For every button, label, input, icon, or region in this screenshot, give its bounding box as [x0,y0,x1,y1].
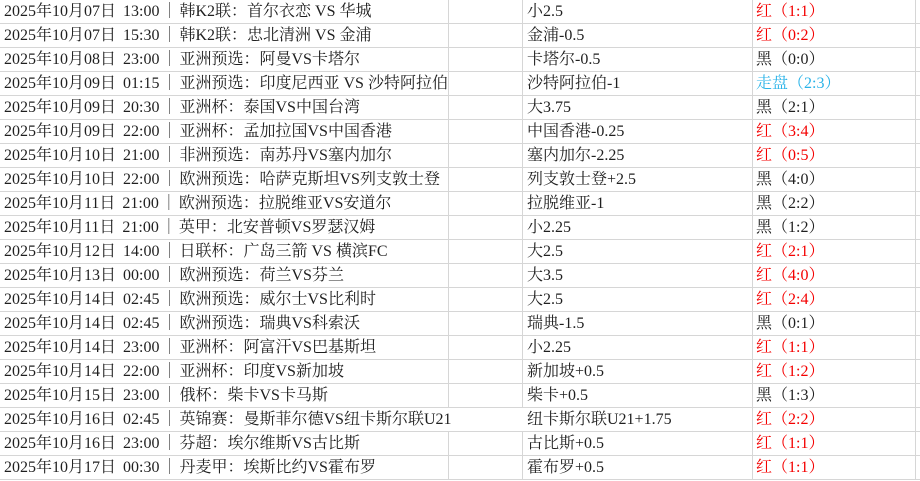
match-date: 2025年10月14日 [4,363,117,380]
match-time: 02:45 [123,291,160,308]
match-date: 2025年10月09日 [4,123,117,140]
result-cell[interactable] [756,144,824,167]
separator-bar: ｜ [161,363,178,380]
gridline-vertical [448,120,449,143]
match-name: 俄杯：柴卡VS卡马斯 [179,387,328,404]
gridline-vertical [752,216,753,239]
match-name: 芬超：埃尔维斯VS古比斯 [179,435,360,452]
table-row [0,288,920,312]
result-cell[interactable] [756,48,824,71]
pick-cell[interactable] [527,336,571,359]
match-date: 2025年10月13日 [4,267,117,284]
match-date: 2025年10月16日 [4,435,117,452]
match-cell[interactable] [4,192,391,215]
separator-bar: ｜ [161,147,178,164]
result-text: 黑（2:1） [756,99,825,116]
pick-cell[interactable] [527,288,563,311]
pick-cell[interactable] [527,0,563,23]
pick-text: 小2.25 [527,219,572,236]
match-time: 15:30 [123,27,160,44]
pick-cell[interactable] [527,72,620,95]
match-cell[interactable] [4,432,360,455]
pick-cell[interactable] [527,24,584,47]
match-time: 23:00 [123,51,160,68]
gridline-vertical [915,240,916,263]
pick-text: 塞内加尔-2.25 [527,147,625,164]
match-name: 亚洲预选：印度尼西亚 VS 沙特阿拉伯 [179,75,448,92]
gridline-vertical [448,168,449,191]
result-cell[interactable] [756,0,824,23]
separator-bar: ｜ [160,195,177,212]
result-cell[interactable] [756,240,824,263]
pick-text: 拉脱维亚-1 [527,195,605,212]
separator-bar: ｜ [161,267,178,284]
gridline-vertical [522,144,523,167]
match-cell[interactable] [4,48,360,71]
match-time: 13:00 [123,3,160,20]
result-cell[interactable] [756,168,824,191]
gridline-vertical [915,408,916,431]
result-cell[interactable] [756,384,824,407]
gridline-vertical [752,0,753,23]
gridline-vertical [522,24,523,47]
result-text: 红（2:4） [756,291,825,308]
table-row [0,336,920,360]
match-name: 欧洲预选：哈萨克斯坦VS列支敦士登 [179,171,440,188]
match-cell[interactable] [4,240,388,263]
table-row [0,264,920,288]
pick-cell[interactable] [527,216,571,239]
gridline-vertical [752,408,753,431]
table-row [0,384,920,408]
pick-text: 沙特阿拉伯-1 [527,75,621,92]
result-cell[interactable] [756,216,824,239]
match-date: 2025年10月14日 [4,315,117,332]
gridline-vertical [522,96,523,119]
result-text: 黑（0:1） [756,315,825,332]
match-date: 2025年10月14日 [4,291,117,308]
pick-text: 大3.75 [527,99,572,116]
result-cell[interactable] [756,456,824,479]
match-time: 14:00 [123,243,160,260]
match-name: 英甲：北安普顿VS罗瑟汉姆 [178,219,376,236]
match-date: 2025年10月11日 [4,219,116,236]
gridline-vertical [448,384,449,407]
gridline-vertical [752,384,753,407]
result-text: 红（1:1） [756,459,825,476]
result-text: 走盘（2:3） [756,75,841,92]
match-cell[interactable] [4,72,448,95]
pick-text: 大2.5 [527,291,564,308]
separator-bar: ｜ [161,339,178,356]
gridline-vertical [915,432,916,455]
gridline-vertical [522,48,523,71]
match-date: 2025年10月12日 [4,243,117,260]
pick-text: 小2.25 [527,339,572,356]
result-text: 黑（2:2） [756,195,825,212]
separator-bar: ｜ [161,75,178,92]
result-text: 红（2:1） [756,243,825,260]
table-row [0,96,920,120]
separator-bar: ｜ [161,243,178,260]
gridline-vertical [522,432,523,455]
gridline-vertical [448,96,449,119]
gridline-vertical [915,0,916,23]
result-text: 红（3:4） [756,123,825,140]
match-name: 欧洲预选：拉脱维亚VS安道尔 [178,195,392,212]
result-text: 黑（4:0） [756,171,825,188]
gridline-vertical [448,192,449,215]
result-cell[interactable] [756,192,824,215]
match-name: 欧洲预选：荷兰VS芬兰 [179,267,344,284]
gridline-vertical [522,168,523,191]
match-cell[interactable] [4,288,376,311]
gridline-vertical [752,192,753,215]
gridline-vertical [448,0,449,23]
gridline-vertical [752,96,753,119]
table-row [0,216,920,240]
separator-bar: ｜ [161,411,178,428]
match-time: 02:45 [123,411,160,428]
match-time: 02:45 [123,315,160,332]
match-date: 2025年10月11日 [4,195,116,212]
match-cell[interactable] [4,168,440,191]
pick-text: 小2.5 [527,3,564,20]
gridline-vertical [752,240,753,263]
pick-text: 卡塔尔-0.5 [527,51,601,68]
result-cell[interactable] [756,288,824,311]
match-name: 韩K2联：忠北清洲 VS 金浦 [179,27,372,44]
match-time: 21:00 [122,219,159,236]
table-row [0,0,920,24]
match-date: 2025年10月16日 [4,411,117,428]
table-row [0,24,920,48]
result-cell[interactable] [756,408,824,431]
gridline-vertical [915,312,916,335]
gridline-vertical [915,264,916,287]
gridline-vertical [522,288,523,311]
table-row [0,408,920,432]
match-date: 2025年10月14日 [4,339,117,356]
match-name: 亚洲杯：泰国VS中国台湾 [179,99,360,116]
match-date: 2025年10月09日 [4,99,117,116]
gridline-vertical [522,456,523,479]
match-cell[interactable] [4,0,372,23]
table-row [0,72,920,96]
separator-bar: ｜ [161,387,178,404]
gridline-vertical [522,0,523,23]
pick-cell[interactable] [527,144,624,167]
result-cell[interactable] [756,312,824,335]
pick-text: 金浦-0.5 [527,27,585,44]
pick-cell[interactable] [527,312,584,335]
match-cell[interactable] [4,144,392,167]
table-row [0,120,920,144]
pick-text: 列支敦士登+2.5 [527,171,637,188]
result-text: 红（2:2） [756,411,825,428]
match-time: 23:00 [123,387,160,404]
match-cell[interactable] [4,360,344,383]
table-row [0,48,920,72]
result-cell[interactable] [756,96,824,119]
match-cell[interactable] [4,336,376,359]
gridline-vertical [448,456,449,479]
pick-cell[interactable] [527,96,571,119]
match-cell[interactable] [4,120,392,143]
gridline-vertical [915,456,916,479]
gridline-vertical [752,72,753,95]
match-date: 2025年10月07日 [4,27,117,44]
gridline-vertical [915,288,916,311]
match-time: 00:00 [123,267,160,284]
table-row [0,360,920,384]
match-date: 2025年10月17日 [4,459,117,476]
pick-text: 大2.5 [527,243,564,260]
gridline-vertical [752,432,753,455]
gridline-vertical [522,360,523,383]
match-time: 21:00 [123,147,160,164]
table-row [0,144,920,168]
result-text: 红（4:0） [756,267,825,284]
result-cell[interactable] [756,72,840,95]
separator-bar: ｜ [161,435,178,452]
match-cell[interactable] [4,96,360,119]
match-name: 丹麦甲：埃斯比约VS霍布罗 [179,459,376,476]
match-date: 2025年10月10日 [4,147,117,164]
separator-bar: ｜ [161,99,178,116]
result-text: 红（0:5） [756,147,825,164]
separator-bar: ｜ [161,51,178,68]
result-cell[interactable] [756,24,824,47]
table-row [0,312,920,336]
gridline-vertical [448,216,449,239]
result-text: 红（1:2） [756,363,825,380]
pick-text: 古比斯+0.5 [527,435,605,452]
gridline-vertical [448,144,449,167]
gridline-vertical [752,312,753,335]
match-name: 亚洲预选：阿曼VS卡塔尔 [179,51,360,68]
result-text: 黑（1:2） [756,219,825,236]
table-row [0,168,920,192]
gridline-vertical [522,336,523,359]
gridline-vertical [448,264,449,287]
match-time: 01:15 [123,75,160,92]
match-time: 20:30 [123,99,160,116]
gridline-vertical [752,144,753,167]
gridline-vertical [752,168,753,191]
match-date: 2025年10月07日 [4,3,117,20]
gridline-vertical [915,216,916,239]
table-row [0,240,920,264]
table-row [0,432,920,456]
separator-bar: ｜ [161,291,178,308]
pick-cell[interactable] [527,240,563,263]
match-cell[interactable] [4,384,328,407]
separator-bar: ｜ [161,27,178,44]
match-date: 2025年10月08日 [4,51,117,68]
gridline-vertical [448,48,449,71]
match-name: 亚洲杯：阿富汗VS巴基斯坦 [179,339,376,356]
match-date: 2025年10月09日 [4,75,117,92]
table-row [0,192,920,216]
result-cell[interactable] [756,432,824,455]
gridline-vertical [915,384,916,407]
match-name: 韩K2联：首尔衣恋 VS 华城 [179,3,372,20]
result-cell[interactable] [756,264,824,287]
match-name: 非洲预选：南苏丹VS塞内加尔 [179,147,392,164]
table-row [0,456,920,480]
pick-cell[interactable] [527,264,563,287]
match-name: 英锦赛：曼斯菲尔德VS纽卡斯尔联U21 [179,411,452,428]
gridline-vertical [522,384,523,407]
gridline-vertical [448,312,449,335]
match-name: 欧洲预选：威尔士VS比利时 [179,291,376,308]
gridline-vertical [915,72,916,95]
pick-cell[interactable] [527,168,636,191]
result-text: 红（0:2） [756,27,825,44]
result-text: 红（1:1） [756,339,825,356]
match-cell[interactable] [4,264,344,287]
match-date: 2025年10月15日 [4,387,117,404]
pick-text: 瑞典-1.5 [527,315,585,332]
gridline-vertical [522,72,523,95]
separator-bar: ｜ [161,315,178,332]
gridline-vertical [448,24,449,47]
pick-text: 新加坡+0.5 [527,363,605,380]
match-time: 00:30 [123,459,160,476]
match-time: 22:00 [123,123,160,140]
match-name: 亚洲杯：孟加拉国VS中国香港 [179,123,392,140]
match-name: 亚洲杯：印度VS新加坡 [179,363,344,380]
separator-bar: ｜ [161,3,178,20]
gridline-vertical [752,288,753,311]
gridline-vertical [448,432,449,455]
gridline-vertical [915,96,916,119]
match-cell[interactable] [4,312,360,335]
gridline-vertical [522,240,523,263]
gridline-vertical [522,192,523,215]
gridline-vertical [915,120,916,143]
pick-cell[interactable] [527,48,600,71]
gridline-vertical [752,456,753,479]
gridline-vertical [915,168,916,191]
pick-text: 霍布罗+0.5 [527,459,605,476]
pick-cell[interactable] [527,360,604,383]
gridline-vertical [448,360,449,383]
pick-cell[interactable] [527,432,604,455]
gridline-vertical [448,288,449,311]
result-text: 红（1:1） [756,435,825,452]
gridline-vertical [522,264,523,287]
pick-cell[interactable] [527,456,604,479]
pick-cell[interactable] [527,384,588,407]
pick-text: 大3.5 [527,267,564,284]
result-cell[interactable] [756,120,824,143]
result-text: 黑（1:3） [756,387,825,404]
pick-text: 中国香港-0.25 [527,123,625,140]
gridline-vertical [522,216,523,239]
gridline-vertical [915,192,916,215]
match-cell[interactable] [4,408,452,431]
gridline-vertical [522,120,523,143]
gridline-vertical [752,24,753,47]
match-time: 23:00 [123,339,160,356]
match-time: 21:00 [122,195,159,212]
result-text: 红（1:1） [756,3,825,20]
pick-text: 柴卡+0.5 [527,387,589,404]
separator-bar: ｜ [161,171,178,188]
separator-bar: ｜ [161,459,178,476]
pick-cell[interactable] [527,408,672,431]
match-cell[interactable] [4,24,372,47]
match-time: 22:00 [123,171,160,188]
separator-bar: ｜ [161,123,178,140]
gridline-vertical [448,72,449,95]
result-text: 黑（0:0） [756,51,825,68]
match-cell[interactable] [4,456,376,479]
gridline-vertical [915,144,916,167]
gridline-vertical [915,24,916,47]
match-name: 日联杯：广岛三箭 VS 横滨FC [179,243,388,260]
gridline-vertical [915,336,916,359]
match-time: 22:00 [123,363,160,380]
gridline-vertical [915,48,916,71]
separator-bar: ｜ [160,219,177,236]
gridline-vertical [915,360,916,383]
pick-cell[interactable] [527,192,604,215]
gridline-vertical [752,120,753,143]
gridline-vertical [448,336,449,359]
gridline-vertical [752,48,753,71]
match-name: 欧洲预选：瑞典VS科索沃 [179,315,360,332]
pick-text: 纽卡斯尔联U21+1.75 [527,411,672,428]
pick-cell[interactable] [527,120,624,143]
match-cell[interactable] [4,216,375,239]
gridline-vertical [752,360,753,383]
gridline-vertical [752,264,753,287]
match-time: 23:00 [123,435,160,452]
result-cell[interactable] [756,360,824,383]
result-cell[interactable] [756,336,824,359]
gridline-vertical [448,240,449,263]
match-date: 2025年10月10日 [4,171,117,188]
gridline-vertical [522,312,523,335]
gridline-vertical [752,336,753,359]
